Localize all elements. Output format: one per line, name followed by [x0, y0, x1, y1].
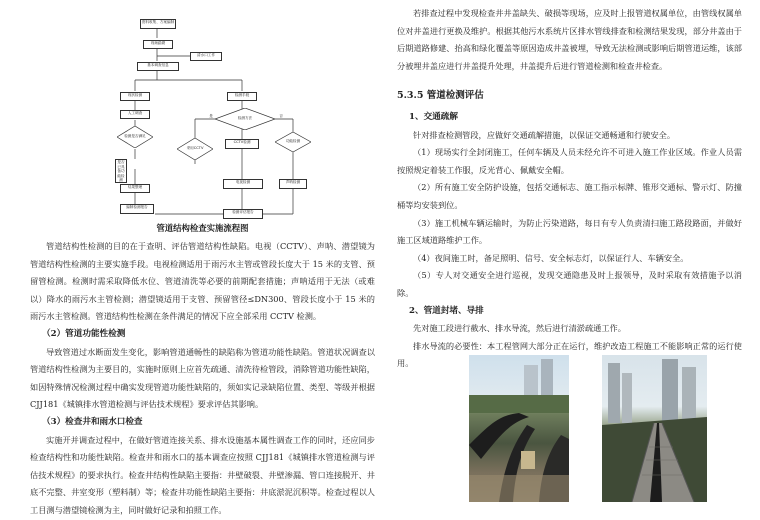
flow-node-result: 结果整理	[120, 184, 150, 193]
flow-node-water-outlet: 清水口工作	[190, 52, 222, 61]
flow-node-decision-3	[177, 138, 213, 160]
traffic-item-5: （5）专人对交通安全进行巡视，发现交通隐患及时上报领导，及时采取有效措施予以消除。	[397, 270, 742, 298]
flow-decision-2-label: 检测方法	[237, 116, 253, 120]
heading-plugging: 2、管道封堵、导排	[409, 305, 484, 316]
flow-label-yes: 是	[209, 114, 213, 118]
heading-manhole: （3）检查井和雨水口检查	[42, 416, 143, 427]
flow-node-decision-4	[275, 132, 311, 152]
photo-pipe-diversion-art	[469, 355, 569, 502]
photo-pipe-diversion	[469, 355, 569, 502]
paragraph-manhole: 实施开并调查过程中，在做好管道连接关系、排水设施基本属性调查工作的同时，还应同步检查结构性和功能性缺陷。检查井和雨水口的基本调查应按照 CJJ181《城镇排水管道检测与评估技术规程》的要求执行。检查井结构性缺陷主要指：井壁破裂、井壁渗漏、管口连接脱开、井底不完整、井室变形（塑料制）等；检查井功能性缺陷主要指：井底淤泥沉积等。检查过程以人工目测与潜望镜检测为主，同时做好记录和拍照工作。	[30, 434, 375, 515]
flow-label-no: 否	[279, 114, 283, 118]
flow-node-basic-info: 基本调查信息	[137, 62, 179, 71]
paragraph-necessity: 排水导流的必要性：本工程管网大部分正在运行，维护改造工程施工不能影响正常的运行使用。	[397, 340, 742, 369]
flow-node-data-collection: 资料收集、方案编制	[140, 19, 176, 29]
flow-node-report: 编制检测报告	[120, 204, 154, 214]
flowchart	[115, 14, 320, 219]
paragraph-structural: 管道结构性检测的目的在于查明、评估管道结构性缺陷。电视（CCTV）、声呐、潜望镜为管道结构性检测的主要实施手段。电视检测适用于雨污水主管或管段长度大于 15 米的支管、预留管检测。检测时需采取降低水位、管道清洗等必要的前期配套措施；声呐适用于无法（或难以）降水的雨污水主管检测；潜望镜适用于支管、预留管径≤DN300、管段长度小于 15 米的雨污水主管检测。管道结构性检测在条件满足的情况下应全部采用 CCTV 检测。	[30, 241, 375, 322]
paragraph-diversion: 先对施工段进行截水、排水导流，然后进行清淤疏通工作。	[413, 323, 626, 334]
flow-node-cctv: CCTV检测	[225, 139, 259, 149]
paragraph-traffic: 针对排查检测管段，应做好交通疏解措施，以保证交通畅通和行驶安全。	[413, 129, 676, 140]
flow-decision-4-label: 功能检测	[285, 139, 301, 143]
right-body	[397, 5, 742, 373]
photo-construction-road-art	[602, 355, 707, 502]
paragraph-manhole-cover: 若排查过程中发现检查井井盖缺失、破损等现场，应及时上报管道权属单位，由管线权属单位对井盖进行更换及维护。根据其他污水系统片区排水管线排查和检测结果发现，部分井盖由于后期道路修建、抬高和绿化覆盖等原因造成井盖被埋，导致无法检测或影响后期管道运维，该部分被埋井盖应进行井盖提升处理，井盖提升后进行管道检测和检查井检查。	[397, 8, 742, 71]
traffic-item-1: （1）现场实行全封闭施工，任何车辆及人员未经允许不可进入施工作业区域。作业人员需按照规定着装工作服，反光背心、佩戴安全帽。	[397, 147, 742, 175]
flow-node-site-survey: 现场踏勘	[143, 40, 173, 49]
flow-node-method: 检测手段	[227, 92, 257, 101]
photo-construction-road	[602, 355, 707, 502]
flow-decision-3-label: 采用CCTV	[186, 146, 204, 150]
traffic-item-4: （4）夜间施工时，备足照明、信号、安全标志灯，以保证行人、车辆安全。	[413, 252, 689, 263]
flow-node-assessment: 检测评估报告	[223, 209, 263, 219]
flow-decision-1-label: 检测是否满足	[124, 134, 146, 138]
flow-node-tv: 电视检测	[223, 179, 263, 189]
left-body	[30, 238, 375, 520]
flow-node-decision-1	[117, 126, 153, 148]
flow-node-decision-2	[215, 108, 275, 130]
heading-functional: （2）管道功能性检测	[42, 328, 126, 339]
flow-node-feature-check: 是否已具备功能检测	[115, 159, 127, 183]
paragraph-functional: 导致管道过水断面发生变化，影响管道通畅性的缺陷称为管道功能性缺陷。管道状况调查以管道结构性检测为主要目的，实施时原则上应首先疏通、清洗待检管段，消除管道功能性缺陷，如因特殊情况检测过程中确实发现管道功能性缺陷的，须如实记录缺陷位置、类型、等级并根据 CJJ181《城镇排水管道检测与评估技术规程》要求评估其影响。	[30, 346, 375, 410]
traffic-item-3: （3）施工机械车辆运输时，为防止污染道路，每日有专人负责清扫施工路段路面，并做好施工区域道路维护工作。	[397, 217, 742, 246]
section-title: 5.3.5 管道检测评估	[397, 90, 484, 102]
heading-traffic: 1、交通疏解	[409, 111, 458, 122]
traffic-item-2: （2）所有施工安全防护设施，包括交通标志、施工指示标牌、锥形交通标、警示灯、防撞桶等均安装到位。	[397, 182, 742, 210]
flow-node-manual: 人工调查	[120, 110, 150, 119]
flow-node-status-check: 现状检测	[120, 92, 150, 101]
figure-caption: 管道结构检查实施流程图	[156, 223, 249, 233]
flow-node-sonar: 声呐检测	[279, 179, 307, 189]
